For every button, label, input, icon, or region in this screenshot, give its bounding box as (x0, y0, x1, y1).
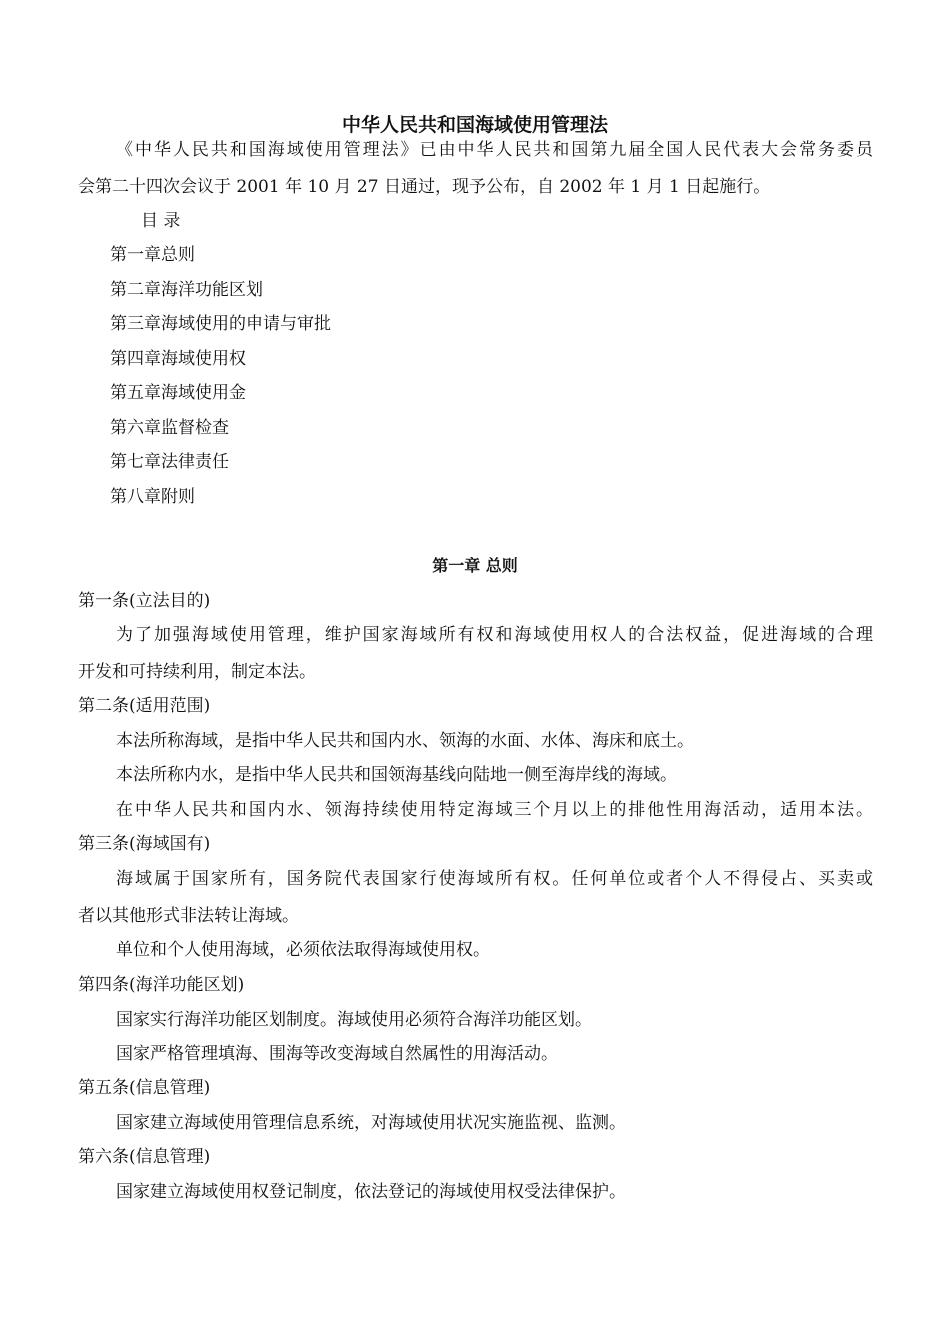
article-paragraph: 单位和个人使用海域，必须依法取得海域使用权。 (116, 940, 490, 960)
article-paragraph: 在中华人民共和国内水、领海持续使用特定海域三个月以上的排他性用海活动，适用本法。 (116, 800, 873, 820)
toc-heading: 目 录 (141, 211, 181, 231)
toc-item: 第七章法律责任 (110, 452, 229, 472)
article-heading: 第三条(海域国有) (78, 834, 211, 854)
article-text-line: 开发和可持续利用，制定本法。 (78, 662, 316, 682)
article-heading: 第二条(适用范围) (78, 696, 211, 716)
article-paragraph: 国家建立海域使用权登记制度，依法登记的海域使用权受法律保护。 (116, 1182, 626, 1202)
article-heading: 第六条(信息管理) (78, 1147, 211, 1167)
article-paragraph: 本法所称海域，是指中华人民共和国内水、领海的水面、水体、海床和底土。 (116, 731, 694, 751)
chapter-heading: 第一章 总则 (432, 556, 518, 575)
toc-item: 第八章附则 (110, 487, 195, 507)
article-paragraph: 国家严格管理填海、围海等改变海域自然属性的用海活动。 (116, 1044, 558, 1064)
document-title: 中华人民共和国海域使用管理法 (341, 114, 608, 136)
article-heading: 第四条(海洋功能区划) (78, 975, 245, 995)
article-heading: 第一条(立法目的) (78, 591, 211, 611)
article-paragraph: 国家实行海洋功能区划制度。海域使用必须符合海洋功能区划。 (116, 1010, 592, 1030)
toc-item: 第六章监督检查 (110, 418, 229, 438)
toc-item: 第二章海洋功能区划 (110, 280, 263, 300)
article-text-line: 海域属于国家所有，国务院代表国家行使海域所有权。任何单位或者个人不得侵占、买卖或 (116, 869, 873, 889)
toc-item: 第五章海域使用金 (110, 383, 246, 403)
toc-item: 第三章海域使用的申请与审批 (110, 314, 331, 334)
intro-text-line-1: 《中华人民共和国海域使用管理法》已由中华人民共和国第九届全国人民代表大会常务委员 (116, 140, 873, 160)
article-paragraph: 国家建立海域使用管理信息系统，对海域使用状况实施监视、监测。 (116, 1113, 626, 1133)
toc-item: 第四章海域使用权 (110, 349, 246, 369)
article-heading: 第五条(信息管理) (78, 1078, 211, 1098)
intro-text-line-2: 会第二十四次会议于 2001 年 10 月 27 日通过，现予公布，自 2002 年 1 月 1 日起施行。 (78, 177, 771, 197)
toc-item: 第一章总则 (110, 245, 195, 265)
article-text-line: 为了加强海域使用管理，维护国家海域所有权和海域使用权人的合法权益，促进海域的合理 (116, 625, 873, 645)
article-text-line: 者以其他形式非法转让海域。 (78, 906, 299, 926)
article-paragraph: 本法所称内水，是指中华人民共和国领海基线向陆地一侧至海岸线的海域。 (116, 765, 677, 785)
